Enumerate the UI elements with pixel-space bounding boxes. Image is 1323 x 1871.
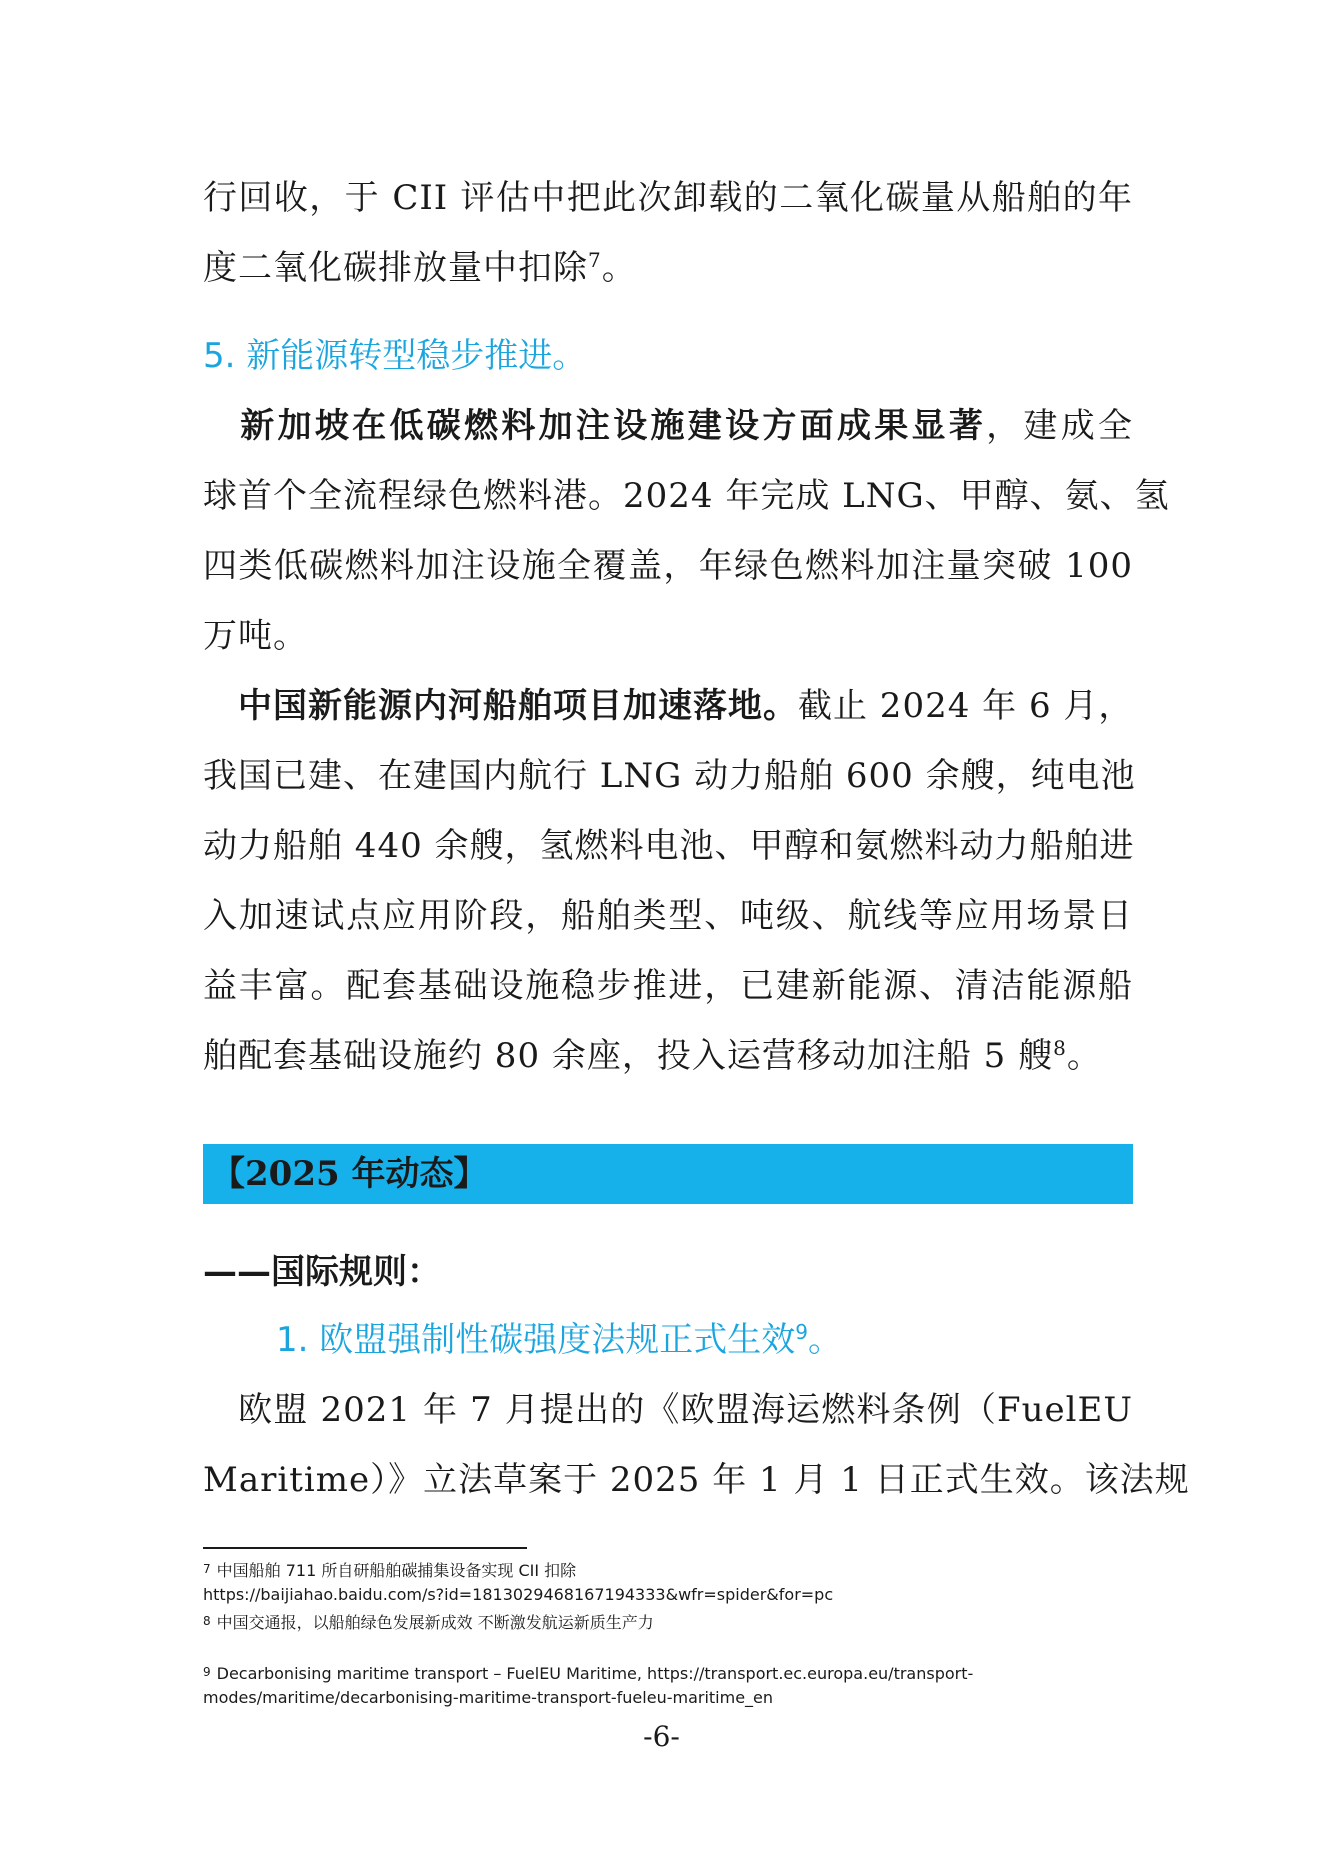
footnote-8 <box>203 1609 654 1635</box>
sec5-para2-line-1 <box>203 686 1133 726</box>
sec5-para1-bold-lead: 新加坡在低碳燃料加注设施建设方面成果显著 <box>240 406 987 446</box>
footnote-8-text: 中国交通报，以船舶绿色发展新成效 不断激发航运新质生产力 <box>216 1613 654 1632</box>
footnote-ref-7[interactable]: 7 <box>588 248 602 272</box>
page-number: -6- <box>643 1720 680 1753</box>
footnote-9-number: 9 <box>203 1665 211 1679</box>
intro-line-2-text: 度二氧化碳排放量中扣除 <box>203 248 588 288</box>
sec1-para-line-1 <box>203 1390 1133 1430</box>
intro-line-2 <box>203 248 1133 288</box>
sec1-para-line-1-text: 欧盟 2021 年 7 月提出的《欧盟海运燃料条例（FuelEU <box>238 1390 1133 1430</box>
section-1-heading <box>276 1320 842 1360</box>
footnote-7-number: 7 <box>203 1562 211 1576</box>
footnote-9-text[interactable]: Decarbonising maritime transport – FuelEU Maritime, https://transport.ec.europa.eu/transport- <box>216 1664 974 1683</box>
section-1-heading-text: 1. 欧盟强制性碳强度法规正式生效 <box>276 1320 796 1360</box>
section-banner-2025 <box>203 1144 1133 1204</box>
sec5-para1-line1-rest: ，建成全 <box>986 406 1134 446</box>
sec5-para1-line-1 <box>203 406 1133 446</box>
sec5-para2-line-2: 我国已建、在建国内航行 LNG 动力船舶 600 余艘，纯电池 <box>203 756 1136 796</box>
footnote-9-line-1 <box>203 1660 973 1686</box>
banner-label: 【2025 年动态】 <box>211 1154 488 1194</box>
sec1-para-line-2: Maritime）》立法草案于 2025 年 1 月 1 日正式生效。该法规 <box>203 1460 1190 1500</box>
sec5-para1-line-4: 万吨。 <box>203 616 308 656</box>
footnote-ref-9[interactable]: 9 <box>795 1320 808 1344</box>
sec5-para2-line-6-end: 。 <box>1066 1036 1102 1076</box>
sec5-para2-line-5: 益丰富。配套基础设施稳步推进，已建新能源、清洁能源船 <box>203 966 1133 1006</box>
sec5-para2-line1-rest: 截止 2024 年 6 月， <box>798 686 1134 726</box>
sec5-para2-bold-lead: 中国新能源内河船舶项目加速落地。 <box>238 686 798 726</box>
footnote-9-line-2[interactable]: modes/maritime/decarbonising-maritime-transport-fueleu-maritime_en <box>203 1688 774 1707</box>
international-rules-subheading: ——国际规则： <box>203 1252 441 1292</box>
footnote-ref-8[interactable]: 8 <box>1053 1036 1067 1060</box>
intro-line-1: 行回收，于 CII 评估中把此次卸载的二氧化碳量从船舶的年 <box>203 178 1133 218</box>
sec5-para2-line-6 <box>203 1036 1133 1076</box>
footnote-7-text: 中国船舶 711 所自研船舶碳捕集设备实现 CII 扣除 <box>216 1561 577 1580</box>
section-5-heading: 5. 新能源转型稳步推进。 <box>203 336 587 376</box>
sec5-para1-line-3: 四类低碳燃料加注设施全覆盖，年绿色燃料加注量突破 100 <box>203 546 1133 586</box>
section-1-heading-end: 。 <box>807 1320 842 1360</box>
sec5-para1-line-2: 球首个全流程绿色燃料港。2024 年完成 LNG、甲醇、氨、氢 <box>203 476 1170 516</box>
footnote-7-title <box>203 1557 576 1583</box>
intro-line-2-end: 。 <box>601 248 637 288</box>
footnote-8-number: 8 <box>203 1614 211 1628</box>
sec5-para2-line-6-text: 舶配套基础设施约 80 余座，投入运营移动加注船 5 艘 <box>203 1036 1054 1076</box>
sec5-para2-line-4: 入加速试点应用阶段，船舶类型、吨级、航线等应用场景日 <box>203 896 1133 936</box>
sec5-para2-line-3: 动力船舶 440 余艘，氢燃料电池、甲醇和氨燃料动力船舶进 <box>203 826 1135 866</box>
footnote-7-url[interactable]: https://baijiahao.baidu.com/s?id=1813029468167194333&wfr=spider&for=pc <box>203 1585 834 1604</box>
footnote-divider <box>203 1547 527 1549</box>
